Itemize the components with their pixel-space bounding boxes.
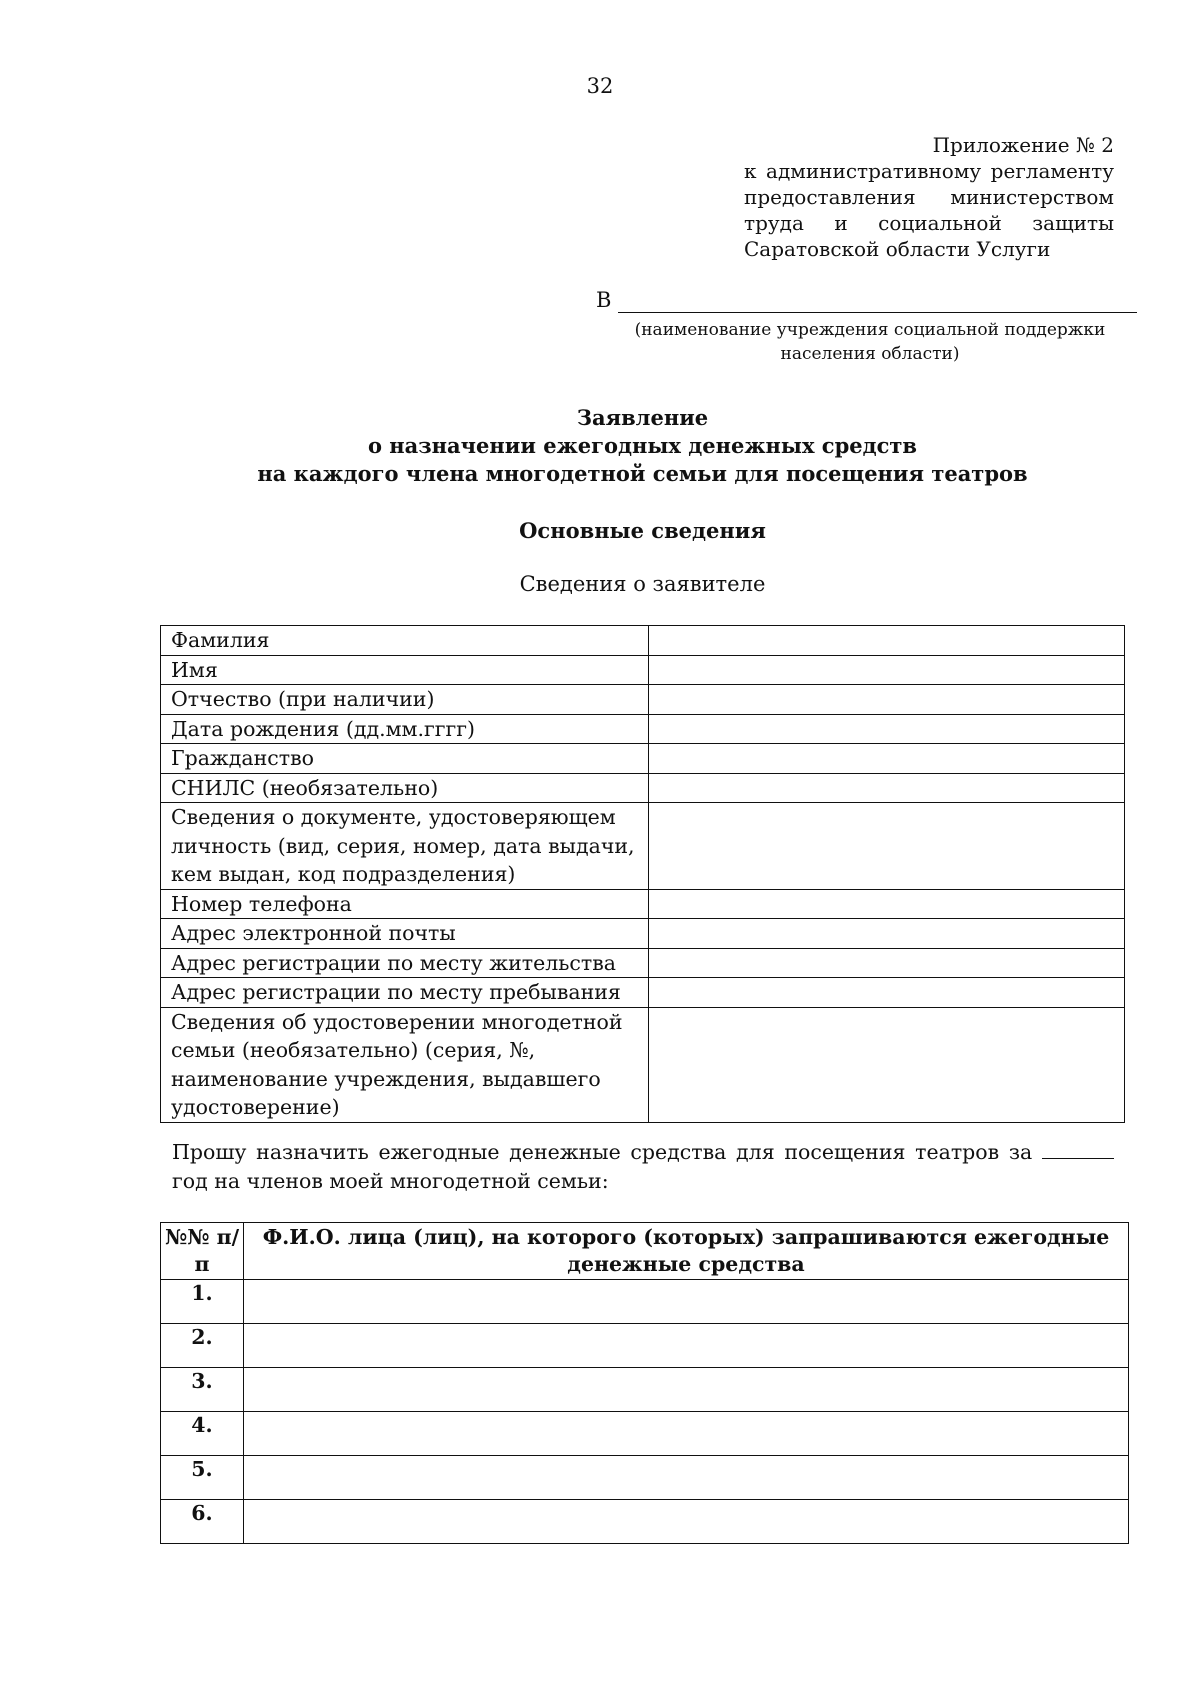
table-row [161,919,1125,949]
appendix-title: Приложение № 2 [932,133,1114,157]
field-label: Отчество (при наличии) [161,685,649,715]
table-row [161,1368,1129,1412]
document-title [0,404,1200,488]
applicant-table [160,625,1125,1123]
table-row [161,626,1125,656]
request-part-1: Прошу назначить ежегодные денежные средства для посещения театров за [172,1140,1033,1164]
field-label: Адрес регистрации по месту жительства [161,948,649,978]
field-value[interactable] [649,889,1125,919]
table-row [161,655,1125,685]
field-value[interactable] [649,803,1125,890]
appendix-block [744,132,1114,262]
title-line-2: о назначении ежегодных денежных средств [367,433,918,458]
table-row [161,889,1125,919]
field-label: Адрес электронной почты [161,919,649,949]
field-value[interactable] [649,978,1125,1008]
title-line-1: Заявление [576,405,709,430]
field-value[interactable] [649,714,1125,744]
field-value[interactable] [649,744,1125,774]
header-name: Ф.И.О. лица (лиц), на которого (которых) запрашиваются ежегодные денежные средства [244,1223,1129,1280]
table-row [161,978,1125,1008]
members-table [160,1222,1129,1544]
field-value[interactable] [649,655,1125,685]
field-value[interactable] [649,685,1125,715]
row-number: 3. [161,1368,244,1412]
field-label: Имя [161,655,649,685]
field-label: Сведения об удостоверении многодетной семьи (необязательно) (серия, №, наименование учреждения, выдавшего удостоверение) [161,1007,649,1122]
field-label: Дата рождения (дд.мм.гггг) [161,714,649,744]
section-heading: Сведения о заявителе [519,572,766,596]
members-header-row [161,1223,1129,1280]
appendix-body: к административному регламенту предоставления министерством труда и социальной защиты Саратовской области Услуги [744,159,1114,261]
member-name-field[interactable] [244,1324,1129,1368]
row-number: 4. [161,1412,244,1456]
table-row [161,773,1125,803]
addressee-field[interactable] [618,312,1137,313]
subtitle: Основные сведения [519,518,766,543]
table-row [161,714,1125,744]
field-label: Фамилия [161,626,649,656]
page-number: 32 [586,74,614,98]
row-number: 1. [161,1280,244,1324]
addressee-prefix: В [596,288,612,312]
request-part-2: год на членов моей многодетной семьи: [172,1169,609,1193]
field-label: СНИЛС (необязательно) [161,773,649,803]
table-row [161,1324,1129,1368]
addressee-line [596,288,611,312]
table-row [161,803,1125,890]
row-number: 2. [161,1324,244,1368]
table-row [161,1007,1125,1122]
table-row [161,744,1125,774]
table-row [161,1500,1129,1544]
table-row [161,1280,1129,1324]
field-label: Гражданство [161,744,649,774]
member-name-field[interactable] [244,1500,1129,1544]
field-label: Адрес регистрации по месту пребывания [161,978,649,1008]
header-number: №№ п/ п [161,1223,244,1280]
field-label: Номер телефона [161,889,649,919]
field-value[interactable] [649,919,1125,949]
member-name-field[interactable] [244,1280,1129,1324]
member-name-field[interactable] [244,1368,1129,1412]
field-value[interactable] [649,948,1125,978]
table-row [161,948,1125,978]
member-name-field[interactable] [244,1412,1129,1456]
table-row [161,1412,1129,1456]
year-field[interactable] [1042,1138,1114,1159]
title-line-3: на каждого члена многодетной семьи для посещения театров [257,461,1028,486]
table-row [161,685,1125,715]
field-value[interactable] [649,1007,1125,1122]
field-label: Сведения о документе, удостоверяющем личность (вид, серия, номер, дата выдачи, кем выдан, код подразделения) [161,803,649,890]
table-row [161,1456,1129,1500]
addressee-caption: (наименование учреждения социальной поддержки населения области) [634,320,1106,364]
field-value[interactable] [649,626,1125,656]
row-number: 6. [161,1500,244,1544]
member-name-field[interactable] [244,1456,1129,1500]
field-value[interactable] [649,773,1125,803]
request-text [172,1138,1114,1196]
row-number: 5. [161,1456,244,1500]
